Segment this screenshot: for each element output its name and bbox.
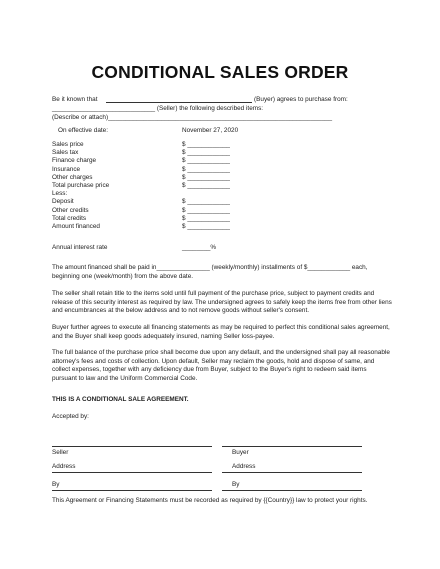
item-amount-blank: $ ____________ <box>182 182 230 189</box>
document-title: CONDITIONAL SALES ORDER <box>91 62 349 82</box>
default-paragraph: The full balance of the purchase price shall become due upon any default, and the undersigned shall pay all reasonable attorney's fees and costs of collection. Upon default, Seller may reclaim the goods, hold and dispose of same, and collect expenses, together with any deficiency due from Buyer, subject to the Buyer's right to redeem said items pursuant to law and the Uniform Commercial Code. <box>52 349 390 382</box>
item-label: Sales price <box>52 141 84 148</box>
item-amount-blank: $ ____________ <box>182 165 230 173</box>
interest-rate-value: ________% <box>182 244 217 251</box>
item-label: Sales tax <box>52 149 79 157</box>
seller-by-line <box>52 490 212 491</box>
item-label: Total purchase price <box>52 182 110 189</box>
seller-address-line <box>52 472 212 473</box>
item-amount-blank: $ ____________ <box>182 157 230 165</box>
item-label: Insurance <box>52 165 81 173</box>
item-label: Finance charge <box>52 157 97 165</box>
intro-line1-end: (Buyer) agrees to purchase from: <box>254 96 348 103</box>
accepted-by-label: Accepted by: <box>52 413 89 420</box>
buyer-label: Buyer <box>232 449 249 456</box>
intro-line2: _____________________________ (Seller) the following described items: <box>52 105 264 112</box>
buyer-name-blank <box>106 102 252 103</box>
buyer-signature-line <box>222 446 362 447</box>
financing-statements-paragraph: Buyer further agrees to execute all financing statements as may be required to perfect this conditional sales agreement, and the Buyer shall keep goods adequately insured, naming Seller loss-payee. <box>52 324 390 340</box>
item-amount-blank: $ ____________ <box>182 149 230 157</box>
seller-label: Seller <box>52 449 69 456</box>
effective-date-value: November 27, 2020 <box>182 127 239 134</box>
seller-address-label: Address <box>52 463 76 470</box>
item-amount-blank: $ ____________ <box>182 206 230 214</box>
footer-note: This Agreement or Financing Statements must be recorded as required by {{Country}} law to protect your rights. <box>52 497 368 504</box>
effective-date-label: On effective date: <box>58 127 108 134</box>
buyer-by-line <box>222 490 362 491</box>
item-amount-blank: $ ____________ <box>182 223 230 230</box>
item-label: Less: <box>52 190 68 198</box>
item-label: Deposit <box>52 198 74 206</box>
buyer-address-label: Address <box>232 463 256 470</box>
item-amount-blank: $ ____________ <box>182 173 230 181</box>
payment-terms-paragraph: The amount financed shall be paid in_______________ (weekly/monthly) installments of $____________ each, beginning one (week/month) from the above date. <box>52 264 368 280</box>
item-amount-blank: $ ____________ <box>182 141 230 148</box>
item-label: Amount financed <box>52 223 100 230</box>
seller-by-label: By <box>52 481 60 488</box>
item-label: Other charges <box>52 173 93 181</box>
buyer-by-label: By <box>232 481 240 488</box>
title-retention-paragraph: The seller shall retain title to the items sold until full payment of the purchase price, subject to payment credits and release of this security interest as required by law. The undersigned agrees to safely keep the items free from other liens and encumbrances at the below address and to not remove goods without seller's consent. <box>52 290 392 314</box>
seller-signature-line <box>52 446 212 447</box>
buyer-address-line <box>222 472 362 473</box>
item-amount-blank: $ ____________ <box>182 198 230 206</box>
intro-line1-start: Be it known that <box>52 96 98 103</box>
item-amount-blank: $ ____________ <box>182 214 230 222</box>
intro-line3: (Describe or attach)_______________________________________________________________ <box>52 114 333 121</box>
agreement-statement: THIS IS A CONDITIONAL SALE AGREEMENT. <box>52 396 189 403</box>
interest-rate-label: Annual interest rate <box>52 244 108 251</box>
item-label: Other credits <box>52 206 89 214</box>
item-label: Total credits <box>52 214 87 222</box>
